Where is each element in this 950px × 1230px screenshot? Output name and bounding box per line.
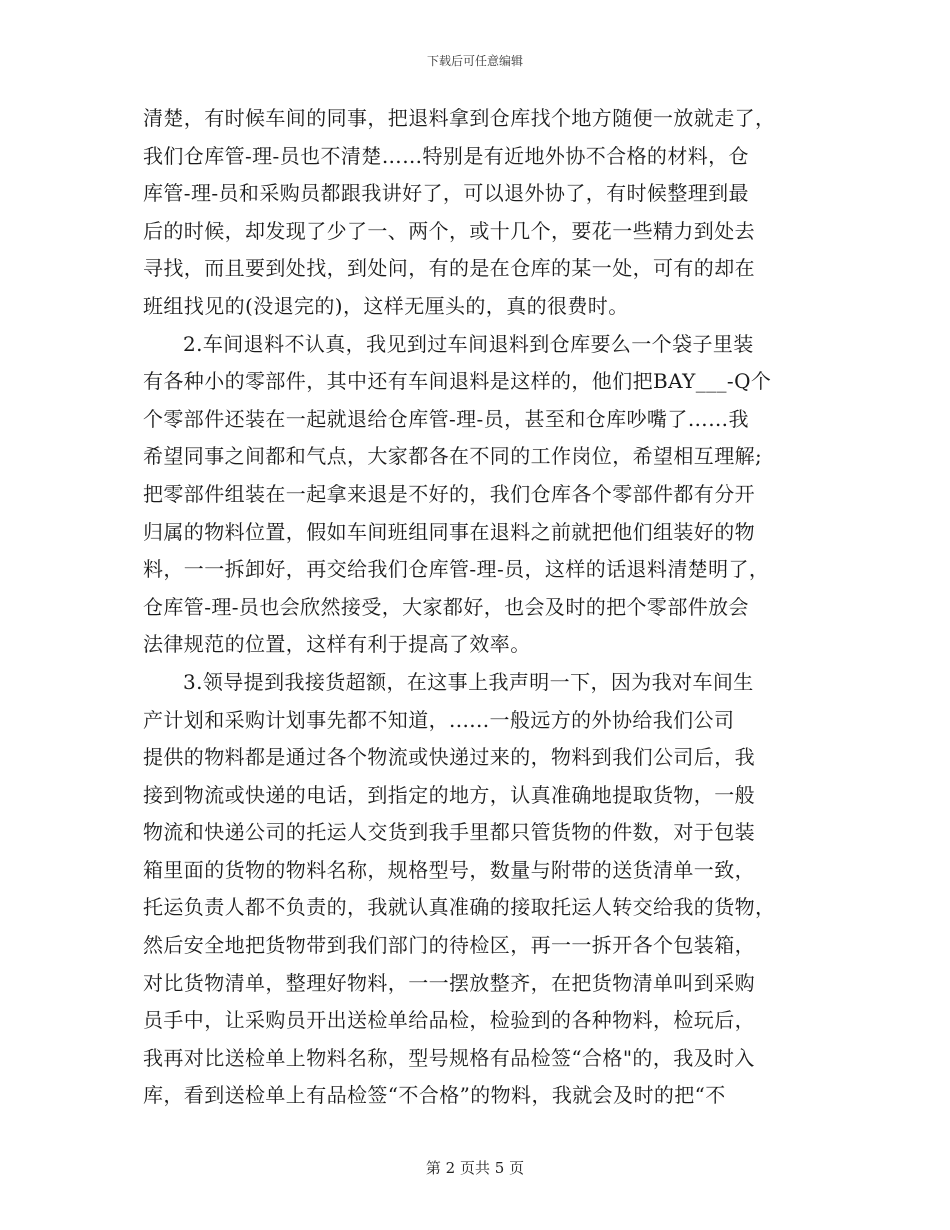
paragraph-1: 清楚，有时候车间的同事，把退料拿到仓库找个地方随便一放就走了， 我们仓库管-理-员也不清楚……特别是有近地外协不合格的材料，仓 库管-理-员和采购员都跟我讲好了，可以退外协了，有时候整理到最 后的时候，却发现了少了一、两个，或十几个，要花一些精力到处去 寻找，而且要到处找，到处问，有的是在仓库的某一处，可有的却在 班组找见的(没退完的)，这样无厘头的，真的很费时。 bbox=[143, 106, 776, 318]
paragraph-3: 3.领导提到我接货超额，在这事上我声明一下，因为我对车间生 产计划和采购计划事先都不知道，......一般远方的外协给我们公司 提供的物料都是通过各个物流或快递过来的，物料到我们公司后，我 接到物流或快递的电话，到指定的地方，认真准确地提取货物，一般 物流和快递公司的托运人交货到我手里都只管货物的件数，对于包装 箱里面的货物的物料名称，规格型号，数量与附带的送货清单一致， 托运负责人都不负责的，我就认真准确的接取托运人转交给我的货物， 然后安全地把货物带到我们部门的待检区，再一一拆开各个包装箱， 对比货物清单，整理好物料，一一摆放整齐，在把货物清单叫到采购 员手中，让采购员开出送检单给品检，检验到的各种物料，检玩后， 我再对比送检单上物料名称，型号规格有品检签“合格"的，我及时入 库，看到送检单上有品检签“不合格”的物料，我就会及时的把“不 bbox=[143, 669, 776, 1108]
document-body bbox=[143, 100, 803, 1115]
paragraph-2: 2.车间退料不认真，我见到过车间退料到仓库要么一个袋子里装 有各种小的零部件，其中还有车间退料是这样的，他们把BAY___-Q个 个零部件还装在一起就退给仓库管-理-员，甚至和仓库吵嘴了……我 希望同事之间都和气点，大家都各在不同的工作岗位，希望相互理解; 把零部件组装在一起拿来退是不好的，我们仓库各个零部件都有分开 归属的物料位置，假如车间班组同事在退料之前就把他们组装好的物 料，一一拆卸好，再交给我们仓库管-理-员，这样的话退料清楚明了， 仓库管-理-员也会欣然接受，大家都好，也会及时的把个零部件放会 法律规范的位置，这样有利于提高了效率。 bbox=[143, 331, 772, 657]
page-header: 下载后可任意编辑 bbox=[426, 54, 523, 68]
page-footer: 第 2 页共 5 页 bbox=[425, 1159, 525, 1177]
